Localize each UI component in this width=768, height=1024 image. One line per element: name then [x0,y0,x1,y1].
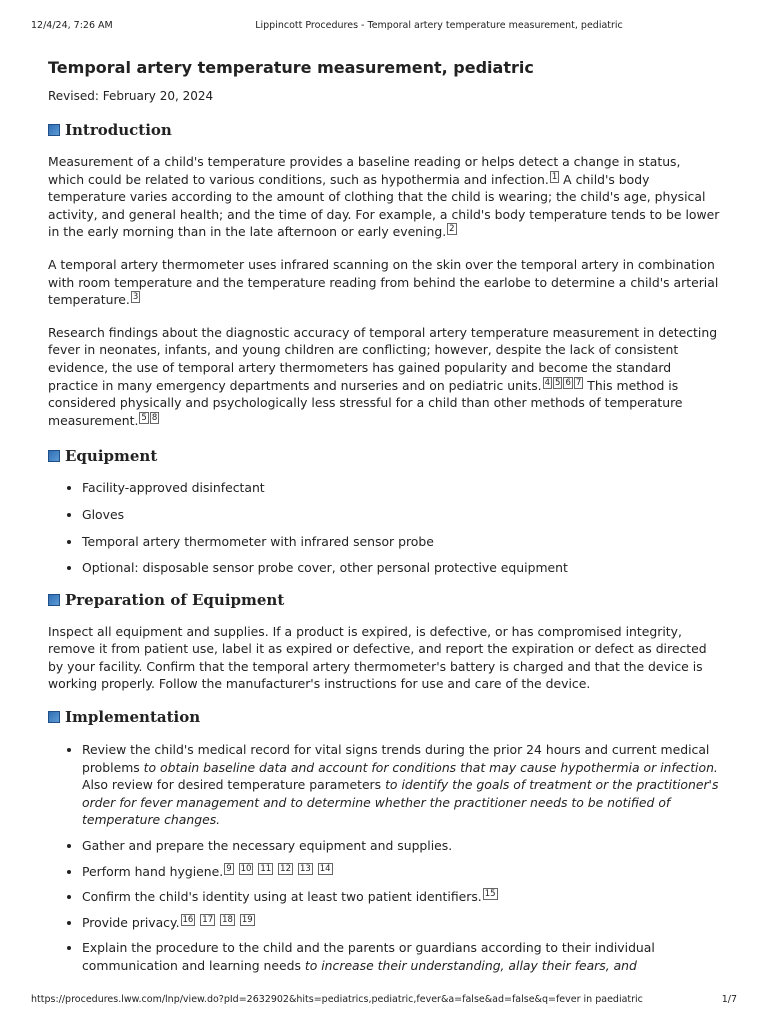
list-item: • Provide privacy. 16 17 18 19 [82,914,720,932]
citation-link[interactable]: 2 [449,224,455,235]
print-doc-title: Lippincott Procedures - Temporal artery temperature measurement, pediatric [255,20,623,31]
citation-link[interactable]: 13 [299,863,311,874]
citation-link[interactable]: 3 [132,292,139,303]
print-header [0,0,768,50]
citation-link[interactable]: 15 [484,889,496,900]
list-item: • Temporal artery thermometer with infrared sensor probe [82,533,720,551]
print-datetime: 12/4/24, 7:26 AM [31,20,113,31]
implementation-list [48,741,720,975]
page-title: Temporal artery temperature measurement, pediatric [48,58,534,77]
page-number: 1/7 [721,994,737,1005]
citation-link[interactable]: 8 [151,412,158,423]
citation-link[interactable]: 17 [202,914,214,925]
list-item: • Review the child's medical record for vital signs trends during the prior 24 hours and current medical problems to obtain baseline data and account for conditions that may cause hypothermia or infection. Also review for desired temperature parameters to identify the goals of treatment or the practitioner's order for fever management and to determine whether the practitioner needs to be notified of temperature changes. [82,741,720,829]
list-item: • Facility-approved disinfectant [82,479,720,497]
citation-link[interactable]: 9 [226,863,232,874]
intro-paragraph-2: A temporal artery thermometer uses infrared scanning on the skin over the temporal artery in combination with room temperature and the temperature reading from behind the earlobe to determine a child's arterial temperature. 3 [48,256,719,308]
section-heading-preparation: Preparation of Equipment [48,591,720,609]
list-item: • Optional: disposable sensor probe cover, other personal protective equipment [82,559,720,577]
list-item: • Perform hand hygiene. 9 10 11 12 13 14 [82,863,720,881]
citation-link[interactable]: 10 [240,863,252,874]
citation-link[interactable]: 4 [544,377,551,388]
list-item: • Gather and prepare the necessary equipment and supplies. [82,837,720,855]
citation-link[interactable]: 19 [241,914,253,925]
citation-link[interactable]: 7 [575,377,582,388]
section-heading-implementation: Implementation [48,708,720,726]
intro-paragraph-3: Research findings about the diagnostic accuracy of temporal artery temperature measurement in detecting fever in neonates, infants, and young children are conflicting; however, despite the lack of consistent evidence, the use of temporal artery thermometers has gained popularity and become the standard practice in many emergency departments and nurseries and on pediatric units. 4 5 6 7 This method is considered physically and psychologically less stressful for a child than other methods of temperature measurement. 5 8 [48,324,718,428]
list-item: • Gloves [82,506,720,524]
citation-link[interactable]: 6 [565,377,571,388]
print-url: https://procedures.lww.com/lnp/view.do?pId=2632902&hits=pediatrics,pediatric,fever&a=false&ad=false&q=fever in paediatric [31,994,643,1005]
citation-link[interactable]: 12 [280,863,291,874]
article [48,58,720,975]
citation-link[interactable]: 16 [182,914,194,925]
section-square-icon [48,711,60,723]
citation-link[interactable]: 14 [319,863,331,874]
citation-link[interactable]: 5 [141,412,147,423]
intro-paragraph-1: Measurement of a child's temperature provides a baseline reading or helps detect a change in status, which could be related to various conditions, such as hypothermia and infection. 1 A child's body temperature varies according to the amount of clothing that the child is wearing; the child's age, physical activity, and general health; and the time of day. For example, a child's body temperature tends to be lower in the early morning than in the late afternoon or early evening. 2 [48,154,720,240]
preparation-paragraph: Inspect all equipment and supplies. If a product is expired, is defective, or has compromised integrity, remove it from patient use, label it as expired or defective, and report the expiration or defect as directed by your facility. Confirm that the temporal artery thermometer's battery is charged and that the device is working properly. Follow the manufacturer's instructions for use and care of the device. [48,623,707,692]
list-item: • Confirm the child's identity using at least two patient identifiers. 15 [82,888,720,906]
section-square-icon [48,450,60,462]
equipment-list [48,479,720,576]
section-square-icon [48,594,60,606]
section-heading-equipment: Equipment [48,447,720,465]
citation-link[interactable]: 1 [551,171,558,182]
section-square-icon [48,124,60,136]
citation-link[interactable]: 11 [260,863,272,874]
revised-date: Revised: February 20, 2024 [48,89,214,103]
citation-link[interactable]: 18 [222,914,233,925]
citation-link[interactable]: 5 [555,377,561,388]
section-heading-introduction: Introduction [48,121,720,139]
list-item: • Explain the procedure to the child and the parents or guardians according to their individual communication and learning needs to increase their understanding, allay their fears, and [82,939,720,974]
